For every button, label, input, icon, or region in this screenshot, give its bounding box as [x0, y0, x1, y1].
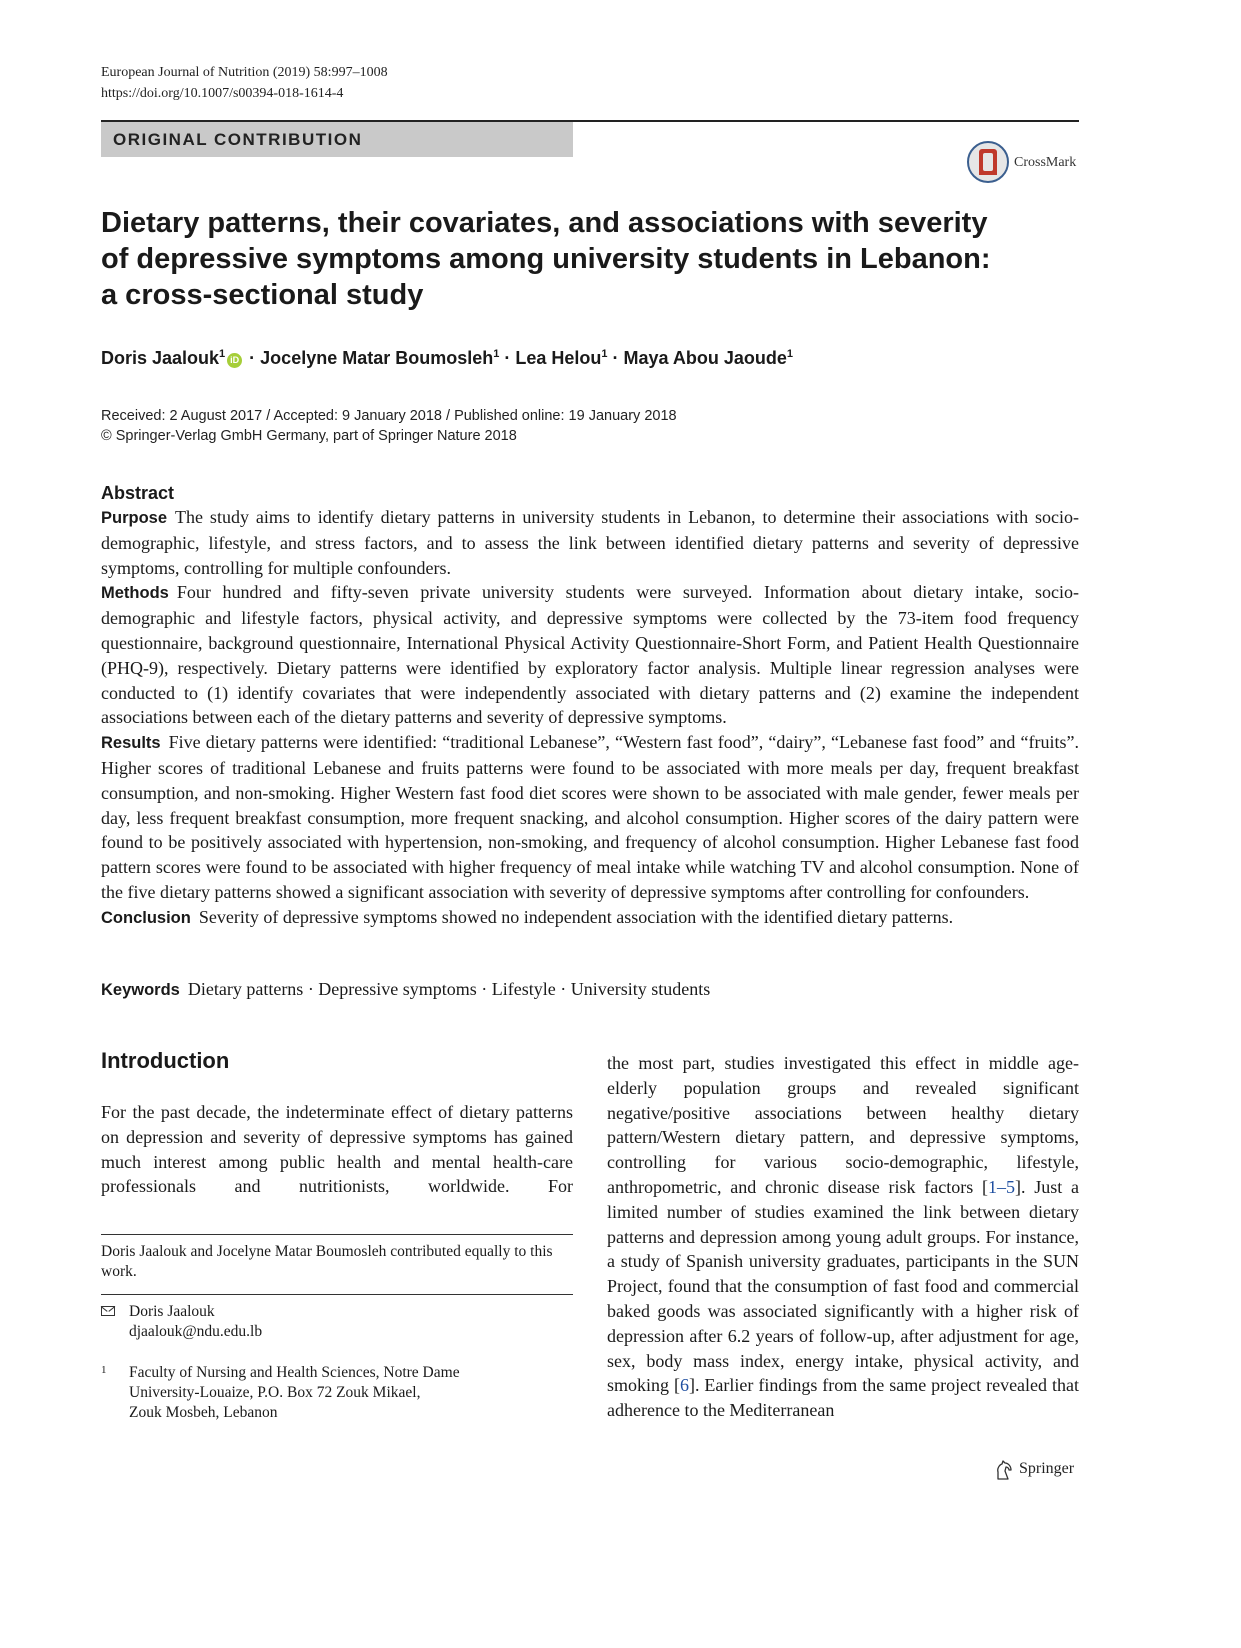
abstract-conclusion — [101, 905, 1079, 931]
title-line: Dietary patterns, their covariates, and associations with severity — [101, 207, 988, 239]
title-line: of depressive symptoms among university students in Lebanon: — [101, 243, 991, 275]
journal-citation: European Journal of Nutrition (2019) 58:997–1008 — [101, 65, 388, 80]
introduction-right-column — [607, 1051, 1079, 1423]
introduction-left-column — [101, 1100, 573, 1199]
purpose-text: The study aims to identify dietary patterns in university students in Lebanon, to determine their associations with socio-demographic, lifestyle, and stress factors, and to assess the link between identified dietary patterns and severity of depressive symptoms, controlling for multiple confounders. — [101, 507, 1079, 578]
abstract-section — [101, 481, 1079, 931]
footnote-rule — [101, 1234, 573, 1235]
author-affiliation-marker: 1 — [219, 348, 226, 360]
orcid-icon[interactable]: iD — [227, 353, 242, 368]
citation-link[interactable]: 6 — [679, 1375, 689, 1396]
envelope-icon — [101, 1306, 115, 1316]
results-text: Five dietary patterns were identified: “traditional Lebanese”, “Western fast food”, “dairy”, “Lebanese fast food” and “fruits”. Higher scores of traditional Lebanese and fruits patterns were found to be associated with more meals per day, frequent breakfast consumption, and non-smoking. Higher Western fast food diet scores were shown to be associated with male gender, fewer meals per day, less frequent breakfast consumption, more frequent snacking, and alcohol consumption. Higher scores of the dairy pattern were found to be positively associated with hypertension, non-smoking, and frequency of alcohol consumption. Higher Lebanese fast food pattern scores were found to be associated with higher frequency of meal intake while watching TV and alcohol consumption. None of the five dietary patterns showed a significant association with severity of depressive symptoms after controlling for confounders. — [101, 732, 1079, 902]
abstract-results — [101, 730, 1079, 905]
dates-line: Received: 2 August 2017 / Accepted: 9 January 2018 / Published online: 19 January 2018 — [101, 408, 677, 424]
introduction-paragraph: For the past decade, the indeterminate effect of dietary patterns on depression and severity of depressive symptoms has gained much interest among public health and mental health-care professionals and nutritionists, worldwide. For — [101, 1102, 573, 1197]
methods-label: Methods — [101, 584, 169, 603]
results-label: Results — [101, 734, 161, 753]
methods-text: Four hundred and fifty-seven private university students were surveyed. Information about dietary intake, socio-demographic and lifestyle factors, physical activity, and depressive symptoms were collected by the 73-item food frequency questionnaire, background questionnaire, International Physical Activity Questionnaire-Short Form, and Patient Health Questionnaire (PHQ-9), respectively. Dietary patterns were identified by exploratory factor analysis. Multiple linear regression analyses were conducted to (1) identify covariates that were independently associated with dietary patterns and (2) examine the independent associations between each of the dietary patterns and severity of depressive symptoms. — [101, 582, 1079, 728]
conclusion-label: Conclusion — [101, 908, 191, 927]
introduction-heading: Introduction — [101, 1048, 230, 1073]
crossmark-badge[interactable] — [967, 141, 1081, 187]
article-category: ORIGINAL CONTRIBUTION — [101, 122, 573, 157]
equal-contribution-note: Doris Jaalouk and Jocelyne Matar Boumosleh contributed equally to this work. — [101, 1243, 553, 1280]
author-affiliation-marker: 1 — [786, 348, 794, 360]
title-line: a cross-sectional study — [101, 279, 424, 311]
affiliation-line: Faculty of Nursing and Health Sciences, Notre Dame — [129, 1364, 460, 1381]
contact-email[interactable]: djaalouk@ndu.edu.lb — [129, 1323, 263, 1340]
affiliation-line: Zouk Mosbeh, Lebanon — [129, 1404, 278, 1421]
keywords-text: Dietary patterns · Depressive symptoms · Lifestyle · University students — [187, 979, 711, 999]
author-name[interactable]: Doris Jaalouk — [101, 348, 220, 368]
doi-link[interactable]: https://doi.org/10.1007/s00394-018-1614-4 — [101, 86, 344, 101]
contact-name: Doris Jaalouk — [129, 1303, 215, 1320]
author-name[interactable]: Maya Abou Jaoude — [623, 348, 787, 368]
author-list: Doris Jaalouk$^1$ iD · Jocelyne Matar Boumosleh$^1$ · Lea Helou$^1$ · Maya Abou Jaoude$^1$ — [101, 348, 794, 368]
footnote-rule — [101, 1294, 573, 1295]
publisher-name: Springer — [1019, 1460, 1075, 1477]
abstract-methods — [101, 580, 1079, 730]
crossmark-icon — [967, 141, 1009, 183]
crossmark-label: CrossMark — [1014, 155, 1077, 170]
citation-link[interactable]: 1–5 — [987, 1176, 1015, 1197]
author-name[interactable]: Jocelyne Matar Boumosleh — [260, 348, 494, 368]
introduction-paragraph-continued: the most part, studies investigated this effect in middle age-elderly population groups and revealed significant negative/positive associations between healthy dietary pattern/Western dietary pattern, and depressive symptoms, controlling for various socio-demographic, lifestyle, anthropometric, and chronic disease risk factors [1–5]. Just a limited number of studies examined the link between dietary patterns and depression among young adult groups. For instance, a study of Spanish university graduates, participants in the SUN Project, found that the consumption of fast food and commercial baked goods was associated significantly with a higher risk of depression after 6.2 years of follow-up, after adjustment for age, sex, body mass index, energy intake, physical activity, and smoking [6]. Earlier findings from the same project revealed that adherence to the Mediterranean — [607, 1053, 1079, 1421]
purpose-label: Purpose — [101, 509, 168, 527]
article-title — [101, 205, 991, 313]
conclusion-text: Severity of depressive symptoms showed no independent association with the identified dietary patterns. — [198, 906, 954, 927]
affiliation-line: University-Louaize, P.O. Box 72 Zouk Mikael, — [129, 1384, 421, 1401]
publisher-logo — [994, 1458, 1084, 1482]
publication-dates — [101, 406, 677, 446]
springer-horse-icon — [994, 1459, 1014, 1481]
author-affiliation-marker: 1 — [493, 348, 500, 360]
abstract-purpose — [101, 505, 1079, 580]
abstract-heading: Abstract — [101, 483, 175, 503]
keywords-section — [101, 977, 1079, 1002]
author-name[interactable]: Lea Helou — [515, 348, 602, 368]
affiliation-number: 1 — [101, 1364, 107, 1376]
copyright-line: © Springer-Verlag GmbH Germany, part of Springer Nature 2018 — [101, 428, 517, 444]
keywords-label: Keywords — [101, 981, 180, 999]
author-affiliation-marker: 1 — [601, 348, 608, 360]
